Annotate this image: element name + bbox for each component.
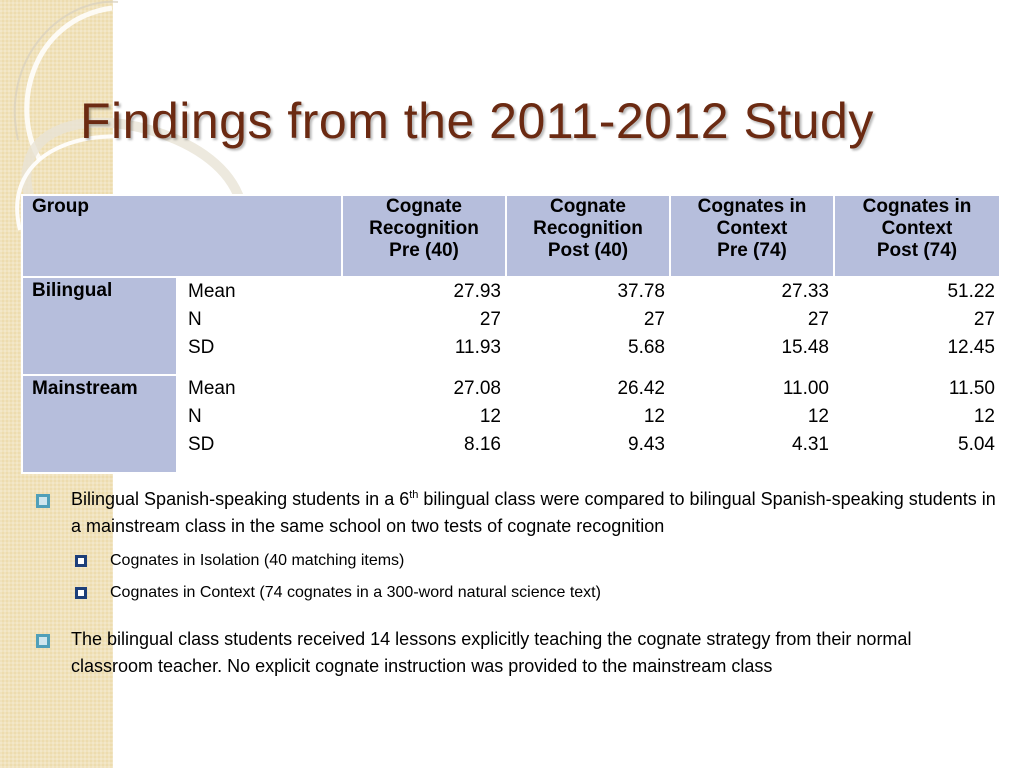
table-row-bilingual	[22, 277, 1000, 375]
stat-labels: Mean N SD	[177, 277, 342, 375]
page-title: Findings from the 2011-2012 Study	[80, 93, 874, 149]
table-cell: 26.42 12 9.43	[506, 375, 670, 473]
square-sub-bullet-icon	[75, 587, 87, 599]
sub-bullet-text: Cognates in Context (74 cognates in a 300-word natural science text)	[110, 584, 601, 601]
bullet-text-pre: Bilingual Spanish-speaking students in a 6	[71, 489, 410, 509]
table-cell: 51.22 27 12.45	[834, 277, 1000, 375]
table-row-mainstream	[22, 375, 1000, 473]
table-cell: 37.78 27 5.68	[506, 277, 670, 375]
bullet-item-lessons	[36, 626, 996, 680]
stat-labels: Mean N SD	[177, 375, 342, 473]
sub-bullet-text: Cognates in Isolation (40 matching items)	[110, 552, 405, 569]
sub-bullet-context	[36, 582, 996, 604]
bullet-text: The bilingual class students received 14 lessons explicitly teaching the cognate strategy from their normal classroom teacher. No explicit cognate instruction was provided to the mainstream class	[71, 629, 912, 676]
ordinal-suffix: th	[409, 489, 419, 501]
table-cell: 11.50 12 5.04	[834, 375, 1000, 473]
square-sub-bullet-icon	[75, 555, 87, 567]
header-cognate-recognition-pre: Cognate Recognition Pre (40)	[342, 195, 506, 277]
table-cell: 27.08 12 8.16	[342, 375, 506, 473]
header-cognates-context-post: Cognates in Context Post (74)	[834, 195, 1000, 277]
square-bullet-icon	[36, 494, 50, 508]
table-cell: 27.33 27 15.48	[670, 277, 834, 375]
bullet-list	[36, 486, 996, 680]
group-label-mainstream: Mainstream	[22, 375, 177, 473]
findings-table	[21, 194, 1001, 474]
square-bullet-icon	[36, 634, 50, 648]
table-header-row	[22, 195, 1000, 277]
header-group: Group	[22, 195, 342, 277]
table-cell: 27.93 27 11.93	[342, 277, 506, 375]
bullet-item-comparison	[36, 486, 996, 540]
group-label-bilingual: Bilingual	[22, 277, 177, 375]
header-cognates-context-pre: Cognates in Context Pre (74)	[670, 195, 834, 277]
header-cognate-recognition-post: Cognate Recognition Post (40)	[506, 195, 670, 277]
table-cell: 11.00 12 4.31	[670, 375, 834, 473]
bullet-text-post: bilingual class were compared to bilingual Spanish-speaking students in a mainstream class in the same school on two tests of cognate recognition	[71, 489, 996, 536]
sub-bullet-isolation	[36, 550, 996, 572]
